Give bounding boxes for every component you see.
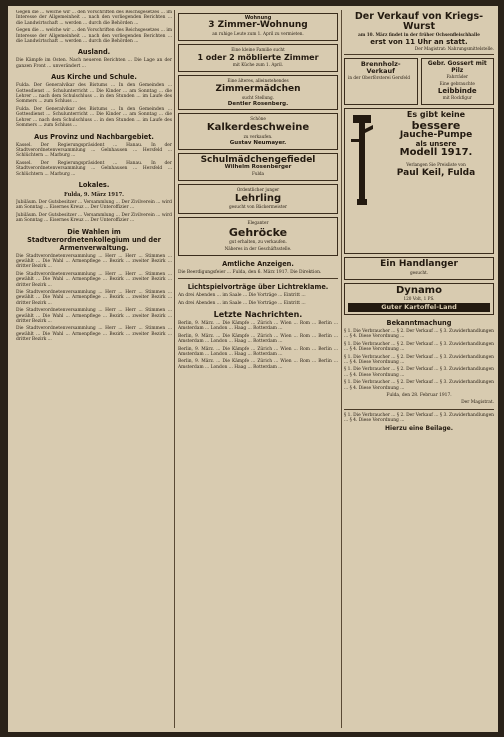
ad-schweine-kicker: Schöne [250,116,266,122]
pump-line-3: Jauche-Pumpe [399,130,473,141]
lokales-dateline: Fulda, 9. März 1917. [64,191,124,198]
pump-company: Paul Keil, Fulda [396,168,476,179]
pump-line-2: bessere [411,118,461,132]
wurst-subline: am 10. März findet in der früher Ochsenfleischhalle [358,31,480,37]
ad-zimmer [178,44,338,72]
wahl-text-cont: Die Stadtverordnetenversammlung ... Herr ... Herr ... Stimmen ... gewählt ... Die Wahl ... Armenpflege ... Bezirk ... zweiter Bezirk ... dritter Bezirk ... [16,271,172,288]
ausland-heading: Ausland. [77,48,111,57]
ad-wohnung-text: an ruhige Leute zum 1. April zu vermieten. [212,30,304,36]
ad-schweine-sign: Gustav Neumayer. [229,139,287,146]
news-text-cont3: Berlin, 9. März. ... Die Kämpfe ... Zürich ... Wien ... Rom ... Berlin ... Amsterdam ... London ... Haag ... Rotterdam ... [178,359,338,370]
wahl-text-cont3: Die Stadtverordnetenversammlung ... Herr ... Herr ... Stimmen ... gewählt ... Die Wahl ... Armenpflege ... Bezirk ... zweiter Bezirk ... dritter Bezirk ... [16,308,172,325]
ad-wohnung-title: 3 Zimmer-Wohnung [208,20,308,31]
provinz-text-cont: Kassel. Der Regierungspräsident ... Hanau. In der Stadtverordnetenversammlung ... Gelnhausen ... Hersfeld ... Schlüchtern ... Marburg ... [16,160,172,177]
ad-gossert [421,58,495,105]
ad-sm-place: Fulda [251,170,265,176]
ad-handlanger [344,257,494,279]
pump-illustration [349,111,375,207]
kirche-text: Fulda. Der Generalvikar des Bistums ... In den Gemeinden ... Gottesdienst ... Schulunterricht ... Die Kinder ... am Sonntag ... die Lehrer ... nach dem Schulschluss ... in den Stunden ... im Laufe des Sommers ... zum Schluss ... [16,83,172,105]
lecture-text-cont: An drei Abenden ... im Saale ... Die Vorträge ... Eintritt ... [178,300,306,306]
wurst-time: erst von 11 Uhr an statt. [370,37,468,46]
ausland-text: Die Kämpfe im Osten. Nach neueren Berichten ... Die Lage an der ganzen Front ... unverändert ... [16,58,172,69]
ad-leibbinde-title: Leibbinde [437,86,477,95]
newspaper-page [8,6,498,732]
ad-dynamo-title: Dynamo [396,284,442,296]
lokales-heading: Lokales. [78,180,110,189]
lokales-text: Jubiläum. Der Gutsbesitzer ... Versammlung ... Der Zivilverein ... wird am Sonntag ... Eisernes Kreuz ... Der Unteroffizier ... [16,199,172,211]
column-rule [341,10,342,728]
intro-text-cont: Gegen die ... welche wir ... den Vorschriften des Reichsgesetzes ... im Interesse der Allgemeinheit ... nach den vorliegenden Berichten ... die Landwirtschaft ... werden ... durch die Behörden ... [16,28,172,45]
ad-wohnung-kicker: Wohnung [244,15,272,21]
ad-zimmermaedchen [178,75,338,110]
ad-brennholz [344,58,418,105]
notice-text: § 1. Die Verbraucher ... § 2. Der Verkauf ... § 3. Zuwiderhandlungen ... § 4. Diese Verordnung ... [344,328,494,340]
ad-gehroecke [178,217,338,256]
column-middle [178,10,338,728]
ad-zimmer-title: 1 oder 2 möblierte Zimmer [197,52,319,62]
ad-zm-kicker: Eine älteres, alleinstehendes [227,78,289,84]
ad-zm-text: sucht Stellung. [241,94,274,100]
pump-line-1: Es gibt keine [406,110,466,120]
lokales-text-cont: Jubiläum. Der Gutsbesitzer ... Versammlung ... Der Zivilverein ... wird am Sonntag ... Eisernes Kreuz ... Der Unteroffizier ... [16,212,172,224]
pump-copy [382,111,490,179]
ad-brennholz-title: Brennholz-Verkauf [360,60,401,76]
ad-wohnung [178,13,338,41]
divider [178,278,338,279]
ad-leibbinde-text: mit Rockfigur [442,95,472,101]
ad-schweine-text: zu verkaufen. [243,133,273,139]
pump-line-4: als unsere [415,139,457,148]
ad-kartoffel: Guter Kartoffel-Land [348,303,490,312]
amtlich-heading: Amtliche Anzeigen. [222,259,294,268]
wurst-headline: Der Verkauf von Kriegs-Wurst [354,11,484,32]
wahl-text-cont2: Die Stadtverordnetenversammlung ... Herr ... Herr ... Stimmen ... gewählt ... Die Wahl ... Armenpflege ... Bezirk ... zweiter Bezirk ... dritter Bezirk ... [16,290,172,306]
notice-text-cont4: § 1. Die Verbraucher ... § 2. Der Verkauf ... § 3. Zuwiderhandlungen ... § 4. Diese Verordnung ... [344,380,494,391]
ad-sm-sign: Wilhelm Rosenberger [224,163,292,170]
ad-row [344,58,494,105]
notice-text-cont5: § 1. Die Verbraucher ... § 2. Der Verkauf ... § 3. Zuwiderhandlungen ... § 4. Diese Verordnung ... [344,412,494,424]
news-text: Berlin, 9. März. ... Die Kämpfe ... Zürich ... Wien ... Rom ... Berlin ... Amsterdam ... London ... Haag ... Rotterdam ... [178,321,338,332]
ad-gr-sub: Näheres in der Geschäftsstelle. [224,245,292,251]
ad-lehrling-text: gesucht von Bäckermeister [228,204,287,210]
kirche-text-cont: Fulda. Der Generalvikar des Bistums ... In den Gemeinden ... Gottesdienst ... Schulunterricht ... Die Kinder ... am Sonntag ... die Lehrer ... nach dem Schulschluss ... in den Stunden ... im Laufe des Sommers ... zum Schluss ... [16,106,172,129]
ad-lehrling-kicker: Ordentlicher junger [236,186,280,192]
notice-sign: Der Magistrat. [461,400,494,406]
ad-dynamo [344,283,494,315]
ad-zm-title: Zimmermädchen [215,84,301,95]
wahl-text: Die Stadtverordnetenversammlung ... Herr ... Herr ... Stimmen ... gewählt ... Die Wahl ... Armenpflege ... Bezirk ... zweiter Bezirk ... dritter Bezirk ... [16,253,172,270]
ad-dynamo-text: 120 Volt, 1 PS. [403,296,435,302]
wahl-text-cont4: Die Stadtverordnetenversammlung ... Herr ... Herr ... Stimmen ... gewählt ... Die Wahl ... Armenpflege ... Bezirk ... zweiter Bezirk ... dritter Bezirk ... [16,326,172,343]
ad-gossert-text: Fahrräder [446,73,468,79]
ad-zm-sign: Dentler Rosenberg. [227,100,289,107]
wahl-heading: Die Wahlen im Stadtverordnetenkollegium und der Armenverwaltung. [27,227,161,252]
kirche-heading: Aus Kirche und Schule. [51,73,137,82]
ad-brennholz-text: in der Oberförsterei Gersfeld [348,74,411,80]
pump-sub: Verlangen Sie Preisliste von [406,162,466,168]
notice-text-cont3: § 1. Die Verbraucher ... § 2. Der Verkauf ... § 3. Zuwiderhandlungen ... § 4. Diese Verordnung ... [344,367,494,378]
news-text-cont: Berlin, 9. März. ... Die Kämpfe ... Zürich ... Wien ... Rom ... Berlin ... Amsterdam ... London ... Haag ... Rotterdam ... [178,333,338,345]
notice-heading: Bekanntmachung [386,318,452,327]
ad-gossert-title: Gebr. Gossert mit Pilz [427,60,487,74]
wurst-sign: Der Magistrat: Nahrungsmittelstelle. [414,46,494,52]
pump-line-5: Modell 1917. [399,146,473,158]
ad-schulmaedchen [178,153,338,181]
intro-text: Gegen die ... welche wir ... den Vorschriften des Reichsgesetzes ... im Interesse der Allgemeinheit ... nach den vorliegenden Berichten ... die Landwirtschaft ... werden ... durch die Behörden ... [16,10,172,26]
ad-gr-title: Gehröcke [228,226,288,240]
ad-zimmer-text: mit Küche zum 1. April. [232,62,284,68]
lecture-text: An drei Abenden ... im Saale ... Die Vorträge ... Eintritt ... [178,293,306,299]
ad-schweine-title: Kalkerdeschweine [206,122,310,134]
ad-lehrling [178,184,338,215]
news-heading: Letzte Nachrichten. [213,310,303,320]
ad-handlanger-text: gesucht. [409,269,429,275]
ad-pump [344,108,494,254]
ad-handlanger-title: Ein Handlanger [380,259,458,270]
notice-text-cont: § 1. Die Verbraucher ... § 2. Der Verkauf ... § 3. Zuwiderhandlungen ... § 4. Diese Verordnung ... [344,341,494,353]
provinz-text: Kassel. Der Regierungspräsident ... Hanau. In der Stadtverordnetenversammlung ... Gelnhausen ... Hersfeld ... Schlüchtern ... Marburg ... [16,142,172,159]
column-rule [174,10,175,728]
ad-leibbinde-kicker: Eine gebrauchte [439,80,475,86]
ad-zimmer-kicker: Eine kleine Familie sucht [231,46,285,52]
ad-gr-kicker: Eleganter [247,220,269,226]
notice-date: Fulda, den 28. Februar 1917. [386,393,452,399]
ad-schweine [178,113,338,149]
lecture-heading: Lichtspielvorträge über Lichtreklame. [187,283,329,292]
column-left [16,10,172,728]
footer-note: Hierzu eine Beilage. [385,424,453,432]
notice-text-cont2: § 1. Die Verbraucher ... § 2. Der Verkauf ... § 3. Zuwiderhandlungen ... § 4. Diese Verordnung ... [344,354,494,365]
ad-lehrling-title: Lehrling [234,192,282,204]
ad-gr-text: gut erhalten, zu verkaufen. [229,238,287,244]
divider [344,54,494,55]
news-text-cont2: Berlin, 9. März. ... Die Kämpfe ... Zürich ... Wien ... Rom ... Berlin ... Amsterdam ... London ... Haag ... Rotterdam ... [178,346,338,358]
provinz-heading: Aus Provinz und Nachbargebiet. [34,132,154,141]
amtlich-text: Die Beerdigungsfeier ... Fulda, den 6. März 1917. Die Direktion. [178,269,322,275]
ad-sm-title: Schulmädchengefiedel [200,154,316,165]
column-right [344,10,494,728]
divider [344,409,494,410]
